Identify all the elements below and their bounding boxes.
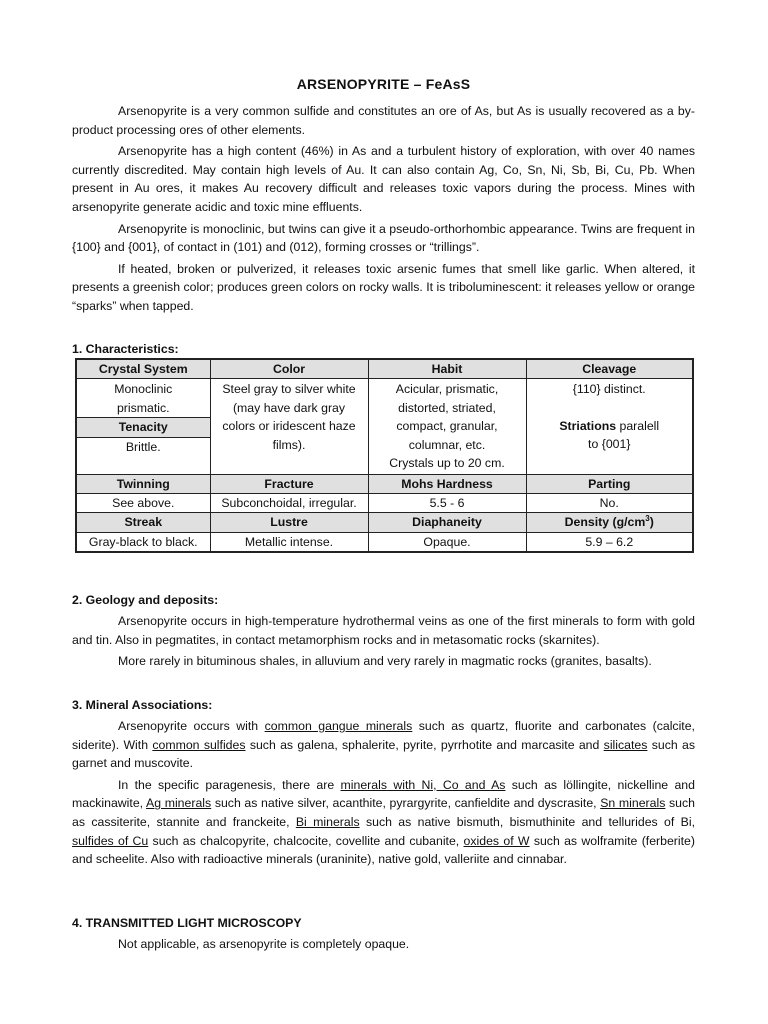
- characteristics-section: [72, 340, 695, 553]
- page-title: ARSENOPYRITE – FeAsS: [296, 76, 471, 92]
- header-streak: Streak: [76, 513, 210, 532]
- geology-paragraph: Arsenopyrite occurs in high-temperature hydrothermal veins as one of the first minerals to form with gold and tin. Also in pegmatites, in contact metamorphism rocks and in metasomatic rocks (skarnites).: [72, 614, 695, 647]
- header-diaphaneity: Diaphaneity: [368, 513, 526, 532]
- header-cleavage: Cleavage: [526, 359, 693, 379]
- hardness-cell: 5.5 - 6: [368, 494, 526, 513]
- intro-paragraph: Arsenopyrite is monoclinic, but twins can give it a pseudo-orthorhombic appearance. Twins are frequent in {100} and {001}, of contact in (101) and (012), forming crosses or “trillings”.: [72, 221, 695, 255]
- header-density: Density $(g/cm^3)$: [526, 513, 693, 532]
- header-tenacity: Tenacity: [76, 418, 210, 437]
- microscopy-paragraph: Not applicable, as arsenopyrite is completely opaque.: [118, 937, 410, 951]
- streak-cell: Gray-black to black.: [76, 532, 210, 552]
- header-fracture: Fracture: [210, 474, 368, 493]
- geology-section: [72, 591, 695, 671]
- section-heading: 1. Characteristics:: [72, 342, 179, 356]
- microscopy-section: [72, 914, 695, 954]
- diaphaneity-cell: Opaque.: [368, 532, 526, 552]
- header-lustre: Lustre: [210, 513, 368, 532]
- fracture-cell: Subconchoidal, irregular.: [210, 494, 368, 513]
- header-crystal-system: Crystal System: [76, 359, 210, 379]
- section-heading: 3. Mineral Associations:: [72, 698, 213, 712]
- associations-paragraph: Arsenopyrite occurs with common gangue minerals such as quartz, fluorite and carbonates (calcite, siderite). With common sulfides such as galena, sphalerite, pyrite, pyrrhotite and marcasite and silicates such as garnet and muscovite.: [72, 719, 695, 771]
- geology-paragraph: More rarely in bituminous shales, in alluvium and very rarely in magmatic rocks (granites, basalts).: [118, 654, 652, 669]
- density-cell: 5.9 – 6.2: [526, 532, 693, 552]
- associations-section: [72, 696, 695, 869]
- characteristics-table: [75, 358, 694, 553]
- crystal-system-cell: Monoclinic prismatic.: [76, 379, 210, 418]
- intro-paragraph: Arsenopyrite is a very common sulfide and constitutes an ore of As, but As is usually recovered as a by-product processing ores of other elements.: [72, 104, 695, 137]
- section-heading: 2. Geology and deposits:: [72, 593, 219, 607]
- associations-paragraph: In the specific paragenesis, there are minerals with Ni, Co and As such as löllingite, nickelline and mackinawite, Ag minerals such as native silver, acanthite, pyrargyrite, canfieldite and dyscrasite, Sn minerals such as cassiterite, stannite and franckeite, Bi minerals such as native bismuth, bismuthinite and tellurides of Bi, sulfides of Cu such as chalcopyrite, chalcocite, covellite and cubanite, oxides of W such as wolframite (ferberite) and scheelite. Also with radioactive minerals (uraninite), native gold, valleriite and cinnabar.: [72, 777, 695, 867]
- intro-paragraph: Arsenopyrite has a high content (46%) in As and a turbulent history of exploration, with over 40 names currently discredited. May contain high levels of Au. It can also contain Ag, Co, Sn, Ni, Sb, Bi, Cu, Pb. When present in Au ores, it makes Au recovery difficult and releases toxic vapors during the process. Mines with arsenopyrite generate acidic and toxic mine effluents.: [72, 144, 695, 214]
- cleavage-cell: {110} distinct. Striations paralell to {001}: [526, 379, 693, 474]
- lustre-cell: Metallic intense.: [210, 532, 368, 552]
- intro-paragraph: If heated, broken or pulverized, it releases toxic arsenic fumes that smell like garlic. When altered, it presents a greenish color; produces green colors on rocky walls. It is triboluminescent: it releases yellow or orange “sparks” when tapped.: [72, 261, 695, 313]
- section-heading: 4. TRANSMITTED LIGHT MICROSCOPY: [72, 916, 302, 930]
- header-parting: Parting: [526, 474, 693, 493]
- habit-cell: Acicular, prismatic, distorted, striated, compact, granular, columnar, etc. Crystals up to 20 cm.: [368, 379, 526, 474]
- intro-section: [72, 102, 695, 316]
- header-mohs-hardness: Mohs Hardness: [368, 474, 526, 493]
- twinning-cell: See above.: [76, 494, 210, 513]
- header-color: Color: [210, 359, 368, 379]
- tenacity-cell: Brittle.: [76, 437, 210, 474]
- parting-cell: No.: [526, 494, 693, 513]
- striations-label: Striations: [559, 418, 617, 433]
- color-cell: Steel gray to silver white (may have dark gray colors or iridescent haze films).: [210, 379, 368, 474]
- header-habit: Habit: [368, 359, 526, 379]
- header-twinning: Twinning: [76, 474, 210, 493]
